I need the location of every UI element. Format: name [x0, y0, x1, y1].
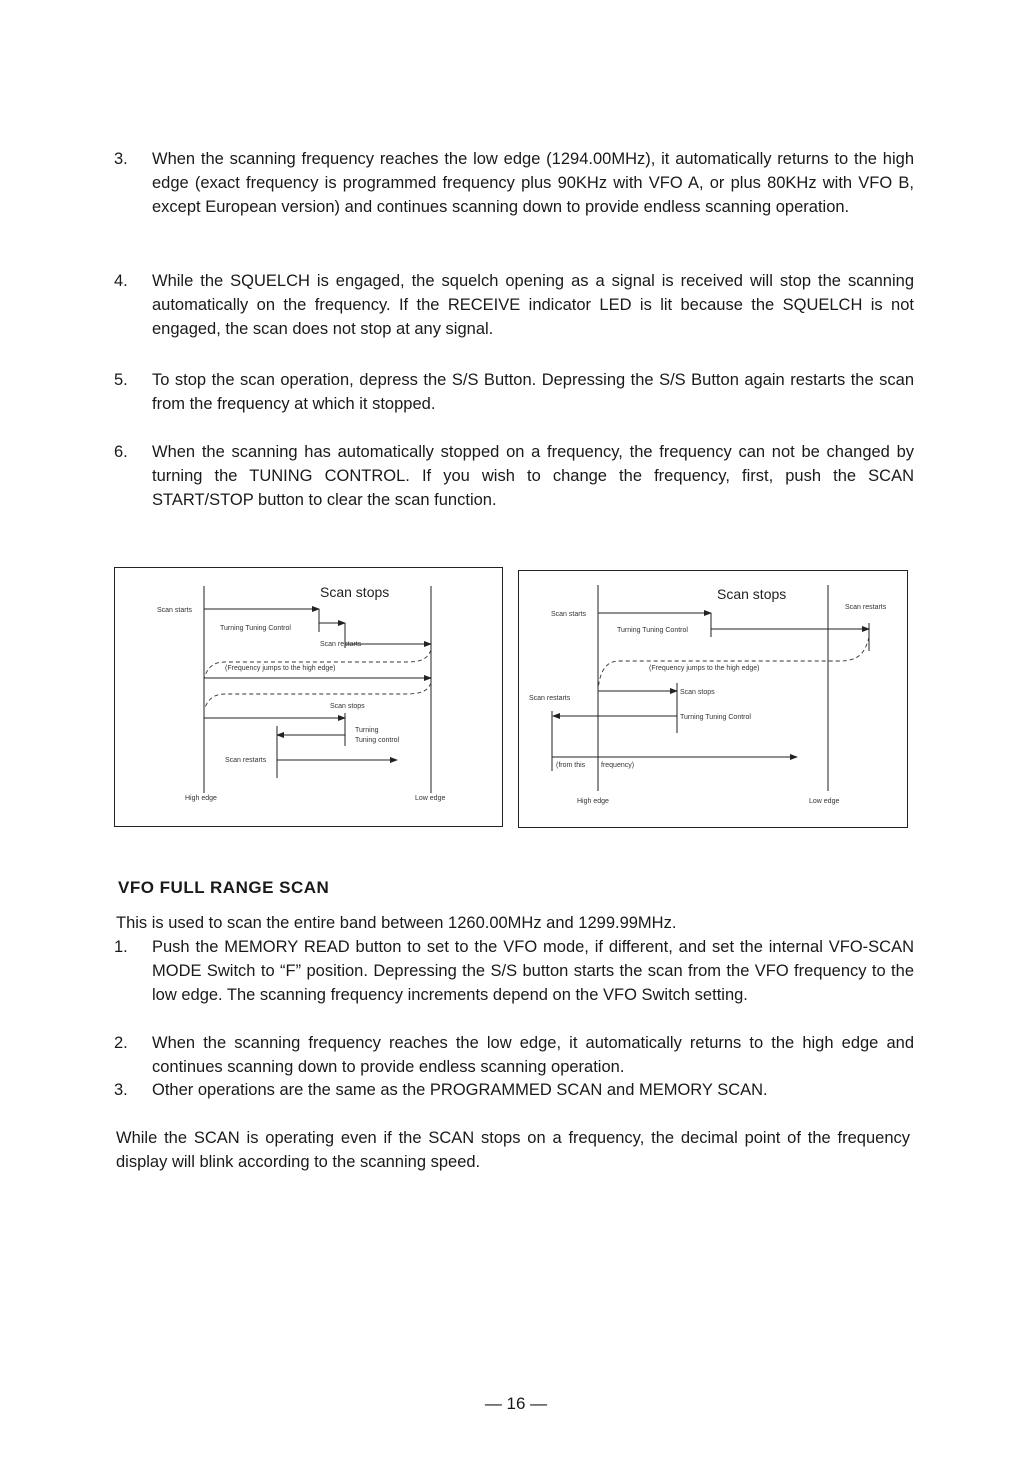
jump-curve — [204, 650, 431, 678]
item-number: 3. — [114, 150, 128, 168]
item-text: When the scanning frequency reaches the low edge (1294.00MHz), it automatically returns to the high edge (exact frequency is programmed frequency plus 90KHz with VFO A, or plus 80KHz with VFO B, except European version) and continues scanning down to provide endless scanning operation. — [152, 150, 914, 216]
scan-starts-label: Scan starts — [157, 607, 193, 614]
freq-jumps-label: (Frequency jumps to the high edge) — [225, 665, 336, 672]
frequency-label: frequency) — [601, 762, 635, 769]
low-edge-label: Low edge — [809, 798, 840, 805]
turning-2-label: Turning — [355, 727, 379, 734]
item-text: Other operations are the same as the PROGRAMMED SCAN and MEMORY SCAN. — [152, 1081, 768, 1099]
scan-stops-title: Scan stops — [717, 586, 787, 602]
section-intro: This is used to scan the entire band between 1260.00MHz and 1299.99MHz. — [116, 914, 677, 932]
scan-starts-label: Scan starts — [551, 611, 587, 618]
low-edge-label: Low edge — [415, 795, 446, 802]
freq-jumps-label: (Frequency jumps to the high edge) — [649, 665, 760, 672]
closing-paragraph: While the SCAN is operating even if the SCAN stops on a frequency, the decimal point of the frequency display will blink according to the scanning speed. — [116, 1129, 910, 1171]
scan-diagram-right — [518, 570, 908, 828]
tuning-control-label: Tuning control — [355, 737, 400, 744]
turning-label: Turning Tuning Control — [220, 625, 291, 632]
scan-restarts-top-label: Scan restarts — [845, 604, 887, 611]
scan-restarts-2-label: Scan restarts — [225, 757, 267, 764]
from-this-label: (from this — [556, 762, 586, 769]
high-edge-label: High edge — [577, 798, 609, 805]
section-heading: VFO FULL RANGE SCAN — [118, 878, 330, 897]
scan-stops-title: Scan stops — [320, 584, 390, 600]
numbered-item-3 — [114, 147, 914, 219]
section-item-1 — [114, 935, 914, 1007]
turning-label: Turning Tuning Control — [617, 627, 688, 634]
scan-restarts-label: Scan restarts — [529, 695, 571, 702]
scan-diagram-left — [114, 567, 503, 827]
scan-stops-2-label: Scan stops — [680, 689, 715, 696]
turning-2-label: Turning Tuning Control — [680, 714, 751, 721]
item-number: 5. — [114, 371, 128, 389]
page-number: — 16 — — [484, 1394, 548, 1413]
scan-restarts-label: Scan restarts — [320, 641, 362, 648]
item-number: 1. — [114, 938, 128, 956]
numbered-item-5 — [114, 368, 914, 416]
item-number: 6. — [114, 443, 128, 461]
item-number: 4. — [114, 272, 128, 290]
item-text: While the SQUELCH is engaged, the squelch opening as a signal is received will stop the scanning automatically on the frequency. If the RECEIVE indicator LED is lit because the SQUELCH is not engaged, the scan does not stop at any signal. — [152, 272, 914, 338]
scan-stops-2-label: Scan stops — [330, 703, 365, 710]
item-number: 3. — [114, 1081, 128, 1099]
item-text: Push the MEMORY READ button to set to the VFO mode, if different, and set the internal VFO-SCAN MODE Switch to “F” position. Depressing the S/S button starts the scan from the VFO frequency to the low edge. The scanning frequency increments depend on the VFO Switch setting. — [152, 938, 914, 1004]
high-edge-label: High edge — [185, 795, 217, 802]
item-text: When the scanning has automatically stopped on a frequency, the frequency can not be changed by turning the TUNING CONTROL. If you wish to change the frequency, first, push the SCAN START/STOP button to clear the scan function. — [152, 443, 914, 509]
section-item-2 — [114, 1031, 914, 1079]
numbered-item-6 — [114, 440, 914, 512]
section-item-3 — [114, 1078, 914, 1102]
item-number: 2. — [114, 1034, 128, 1052]
numbered-item-4 — [114, 269, 914, 341]
item-text: When the scanning frequency reaches the low edge, it automatically returns to the high edge and continues scanning down to provide endless scanning operation. — [152, 1034, 914, 1076]
item-text: To stop the scan operation, depress the S/S Button. Depressing the S/S Button again restarts the scan from the frequency at which it stopped. — [152, 371, 914, 413]
